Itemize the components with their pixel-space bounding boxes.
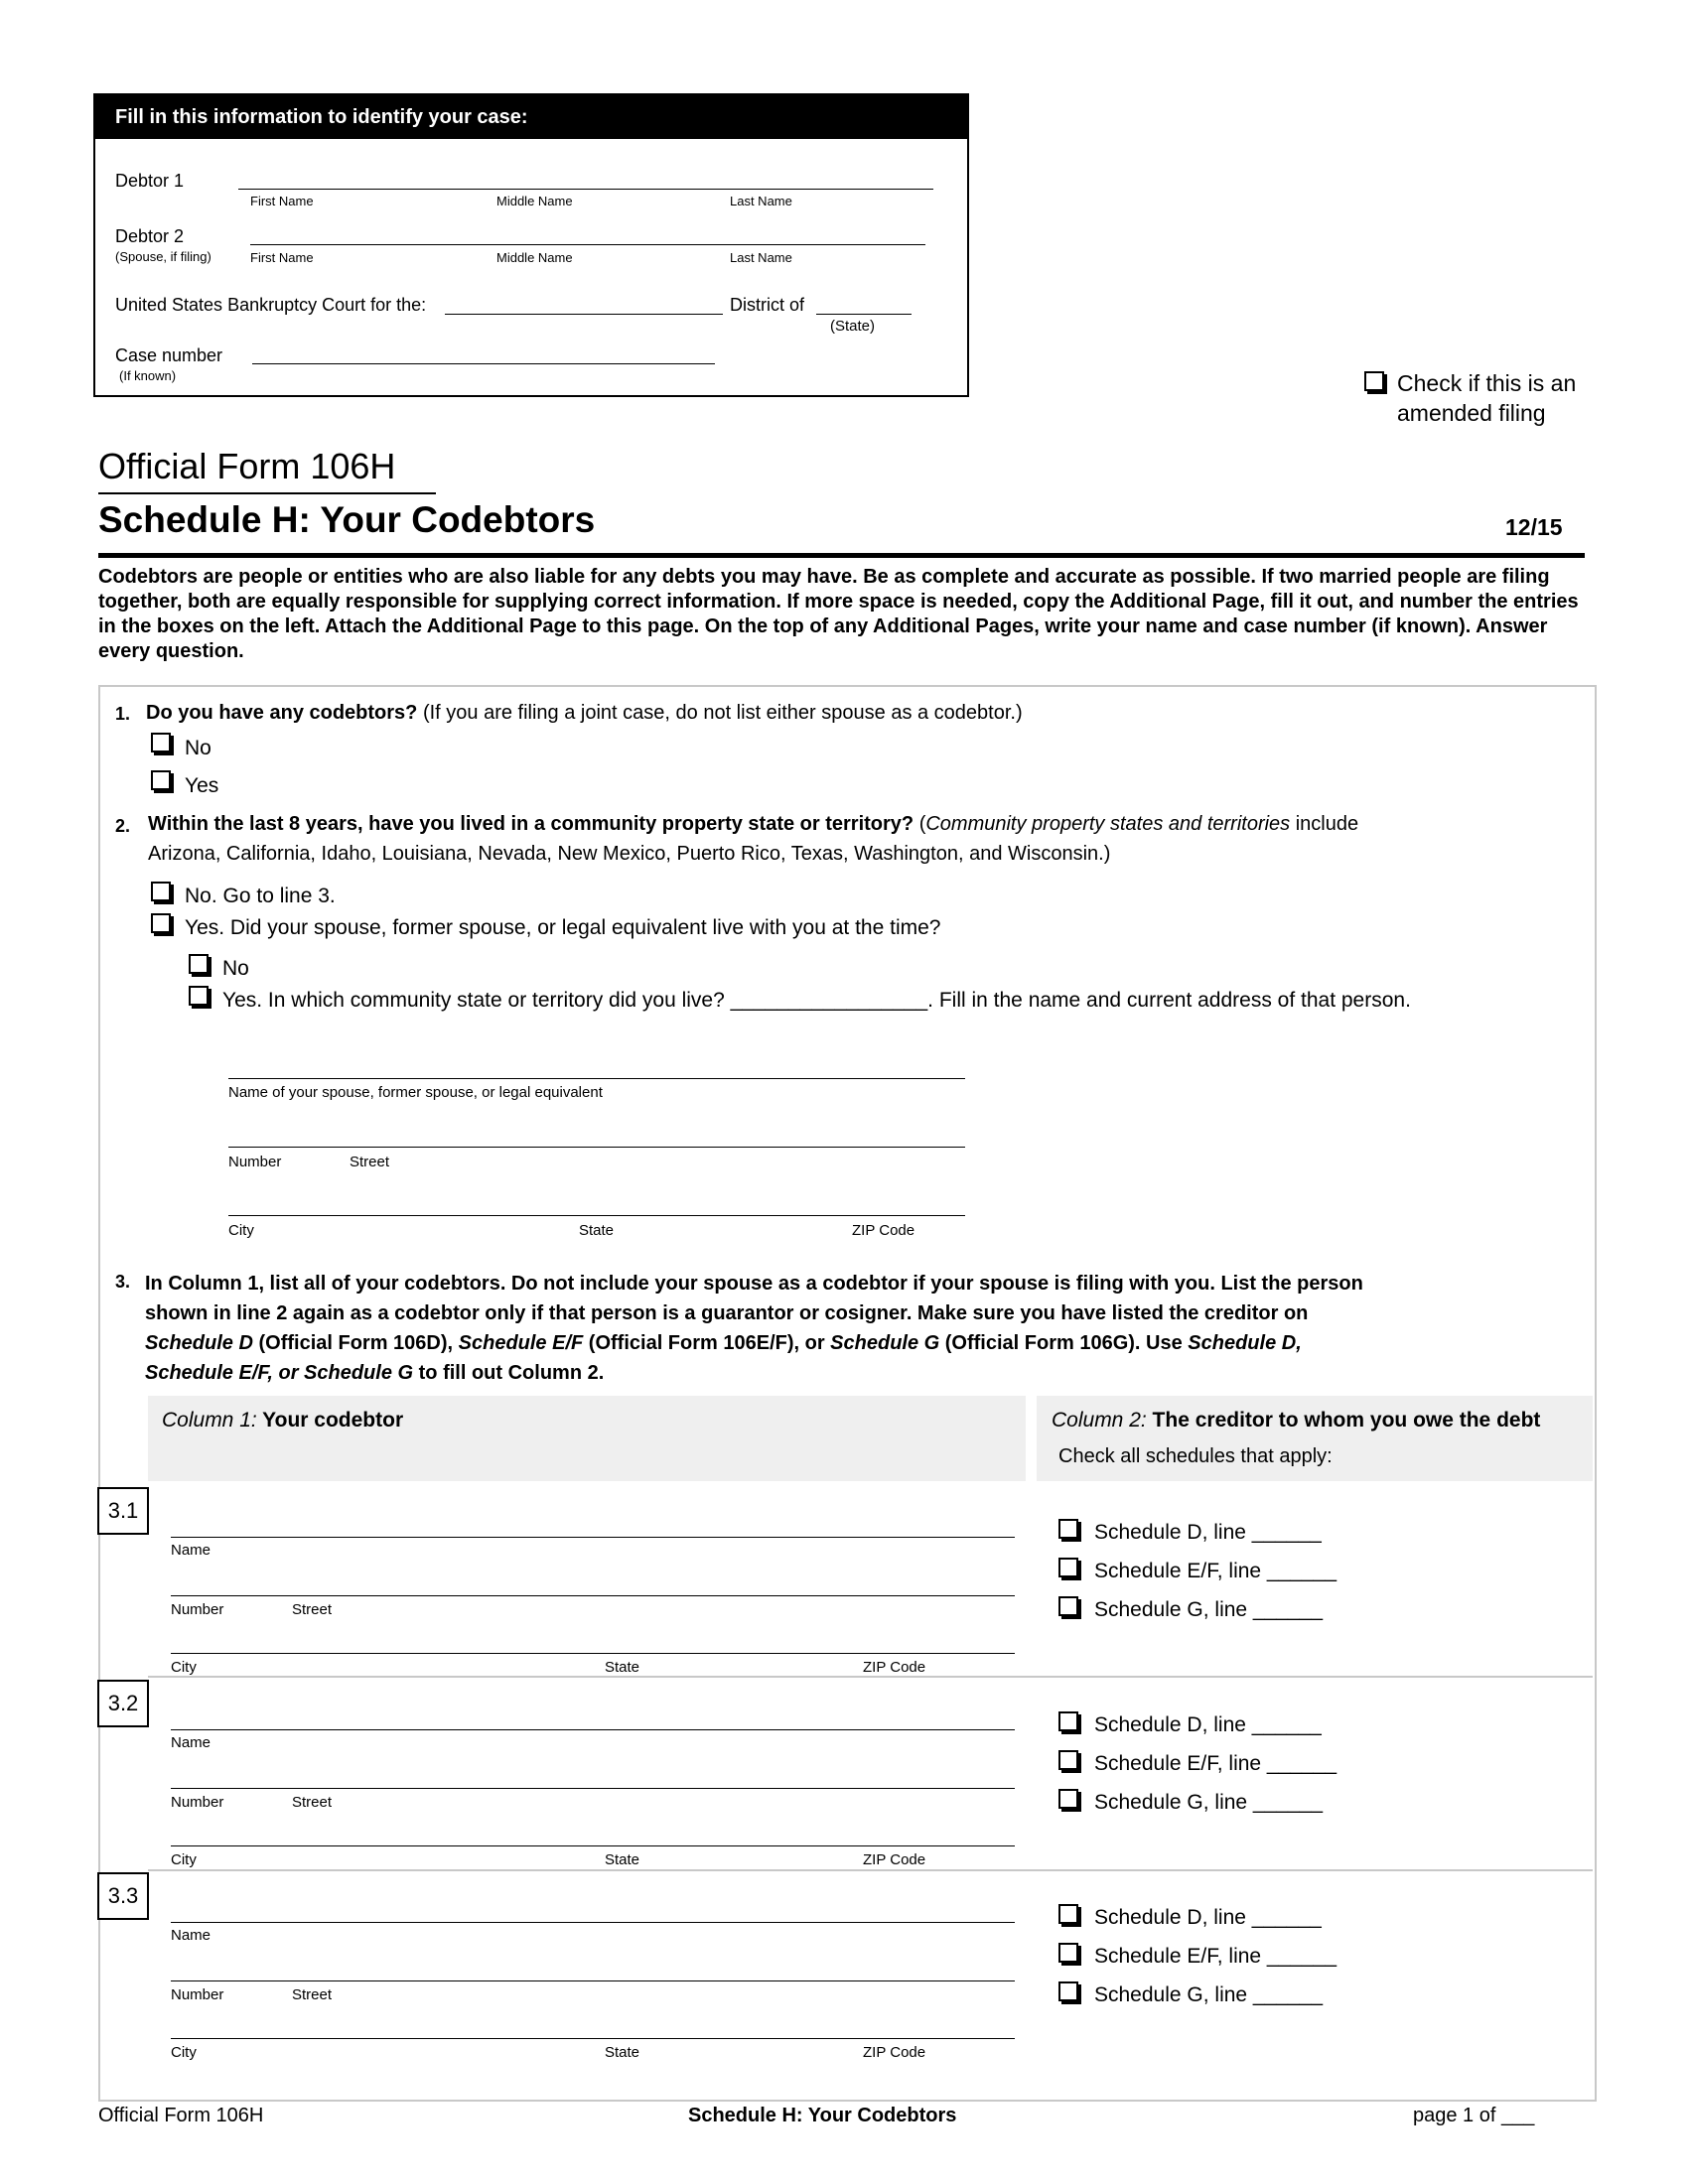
schedule-d-checkbox[interactable] <box>1058 1904 1078 1924</box>
row-number-3-2: 3.2 <box>97 1680 149 1727</box>
city-label: City <box>171 1851 197 1868</box>
q2-number: 2. <box>115 816 131 836</box>
amended-line1: Check if this is an <box>1397 370 1577 396</box>
schedule-ef-checkbox[interactable] <box>1058 1943 1078 1963</box>
zip-label: ZIP Code <box>863 2044 926 2061</box>
q1-yes-label: Yes <box>185 774 219 797</box>
form-version: 12/15 <box>1505 514 1563 540</box>
column2-desc: The creditor to whom you owe the debt <box>1146 1409 1541 1432</box>
schedule-g-label: Schedule G, line ______ <box>1094 1983 1324 2006</box>
name-label: Name <box>171 1927 211 1944</box>
codebtor-street-field[interactable] <box>171 1595 1015 1596</box>
name-label: Name <box>171 1542 211 1559</box>
codebtor-city-field[interactable] <box>171 1845 1015 1846</box>
debtor1-middle-name-label: Middle Name <box>496 194 573 208</box>
q2-question: Within the last 8 years, have you lived in a community property state or territory? <box>148 813 914 835</box>
q2-no-checkbox[interactable] <box>151 882 171 901</box>
column2-title <box>1052 1409 1540 1433</box>
debtor1-name-field[interactable] <box>238 189 933 190</box>
q3-form-ef: (Official Form 106E/F), or <box>583 1332 831 1354</box>
district-label: District of <box>730 295 805 315</box>
q3-number: 3. <box>115 1272 131 1292</box>
q3-text <box>145 1269 1363 1388</box>
q3-line1: In Column 1, list all of your codebtors. Do not include your spouse as a codebtor if your spouse is filing with you. List the person <box>145 1273 1363 1295</box>
footer-page-number: page 1 of ___ <box>1413 2105 1535 2126</box>
spouse-name-label: Name of your spouse, former spouse, or legal equivalent <box>228 1084 603 1101</box>
column1-desc: Your codebtor <box>256 1409 404 1432</box>
state-label: State <box>605 1659 640 1676</box>
q2-text <box>148 813 1358 836</box>
form-title: Schedule H: Your Codebtors <box>98 499 596 540</box>
spouse-state-label: State <box>579 1222 615 1239</box>
q2-include: include <box>1290 813 1359 835</box>
q2-state-field[interactable]: _________________ <box>730 989 928 1012</box>
zip-label: ZIP Code <box>863 1851 926 1868</box>
schedule-d-label: Schedule D, line ______ <box>1094 1713 1322 1736</box>
spouse-street-label: Street <box>350 1154 390 1170</box>
street-label: Street <box>292 1986 333 2003</box>
spouse-city-field[interactable] <box>228 1215 965 1216</box>
debtor1-last-name-label: Last Name <box>730 194 792 208</box>
court-label: United States Bankruptcy Court for the: <box>115 295 427 315</box>
form-name-underline <box>98 492 436 494</box>
row-number-3-3: 3.3 <box>97 1872 149 1920</box>
q3-sched-g: Schedule G <box>830 1332 940 1354</box>
district-state-field[interactable] <box>816 314 912 315</box>
number-label: Number <box>171 1986 224 2003</box>
spouse-city-label: City <box>228 1222 254 1239</box>
debtor2-first-name-label: First Name <box>250 250 314 265</box>
debtor2-last-name-label: Last Name <box>730 250 792 265</box>
schedule-d-label: Schedule D, line ______ <box>1094 1906 1322 1929</box>
codebtor-street-field[interactable] <box>171 1788 1015 1789</box>
street-label: Street <box>292 1794 333 1811</box>
city-label: City <box>171 1659 197 1676</box>
q2-sub-yes-instruction: . Fill in the name and current address of that person. <box>927 989 1411 1012</box>
street-label: Street <box>292 1601 333 1618</box>
case-box-header: Fill in this information to identify your case: <box>95 95 967 139</box>
debtor1-first-name-label: First Name <box>250 194 314 208</box>
column1-label: Column 1: <box>162 1409 257 1432</box>
codebtor-city-field[interactable] <box>171 1653 1015 1654</box>
case-number-if-known: (If known) <box>119 368 177 383</box>
schedule-d-label: Schedule D, line ______ <box>1094 1521 1322 1544</box>
state-label: State <box>605 2044 640 2061</box>
q2-sub-no-checkbox[interactable] <box>189 954 209 974</box>
debtor2-middle-name-label: Middle Name <box>496 250 573 265</box>
q2-sub-no-label: No <box>222 957 249 980</box>
q3-line2: shown in line 2 again as a codebtor only if that person is a guarantor or cosigner. Make sure you have listed the creditor on <box>145 1302 1309 1324</box>
amended-filing-checkbox[interactable] <box>1364 371 1384 391</box>
q1-yes-checkbox[interactable] <box>151 770 171 790</box>
q2-italic: Community property states and territories <box>925 813 1291 835</box>
debtor2-spouse-note: (Spouse, if filing) <box>115 249 211 264</box>
q2-yes-checkbox[interactable] <box>151 913 171 933</box>
city-label: City <box>171 2044 197 2061</box>
debtor2-name-field[interactable] <box>250 244 925 245</box>
schedule-g-checkbox[interactable] <box>1058 1981 1078 2001</box>
row-number-3-1: 3.1 <box>97 1487 149 1535</box>
schedule-g-checkbox[interactable] <box>1058 1596 1078 1616</box>
schedule-ef-label: Schedule E/F, line ______ <box>1094 1945 1337 1968</box>
q2-paren: ( <box>914 813 926 835</box>
schedule-g-checkbox[interactable] <box>1058 1789 1078 1809</box>
q1-question: Do you have any codebtors? <box>146 702 418 724</box>
schedule-ef-checkbox[interactable] <box>1058 1558 1078 1577</box>
case-number-label: Case number <box>115 345 223 365</box>
schedule-g-label: Schedule G, line ______ <box>1094 1791 1324 1814</box>
schedule-ef-label: Schedule E/F, line ______ <box>1094 1752 1337 1775</box>
spouse-zip-label: ZIP Code <box>852 1222 915 1239</box>
amended-line2: amended filing <box>1397 400 1546 426</box>
schedule-g-label: Schedule G, line ______ <box>1094 1598 1324 1621</box>
q1-no-label: No <box>185 737 211 759</box>
q2-sub-yes-text <box>222 989 1411 1013</box>
state-label: State <box>605 1851 640 1868</box>
row-separator <box>148 1676 1593 1678</box>
zip-label: ZIP Code <box>863 1659 926 1676</box>
q3-form-g: (Official Form 106G). Use <box>939 1332 1189 1354</box>
schedule-d-checkbox[interactable] <box>1058 1711 1078 1731</box>
q3-sched-ef: Schedule E/F <box>458 1332 584 1354</box>
q3-fill-col2: to fill out Column 2. <box>413 1362 605 1384</box>
schedule-ef-label: Schedule E/F, line ______ <box>1094 1560 1337 1582</box>
debtor2-label: Debtor 2 <box>115 226 185 246</box>
codebtor-name-field[interactable] <box>171 1922 1015 1923</box>
number-label: Number <box>171 1794 224 1811</box>
codebtor-city-field[interactable] <box>171 2038 1015 2039</box>
debtor1-label: Debtor 1 <box>115 171 185 191</box>
column2-label: Column 2: <box>1052 1409 1147 1432</box>
form-name: Official Form 106H <box>98 446 396 486</box>
q2-yes-label: Yes. Did your spouse, former spouse, or legal equivalent live with you at the time? <box>185 916 941 939</box>
intro-paragraph: Codebtors are people or entities who are also liable for any debts you may have. Be as complete and accurate as possible. If two married people are filing together, both are equally responsible for supplying correct information. If more space is needed, copy the Additional Page, fill it out, and number the entries in the boxes on the left. Attach the Additional Page to this page. On the top of any Additional Pages, write your name and case number (if known). Answer every question. <box>98 566 1579 662</box>
column2-instruction: Check all schedules that apply: <box>1058 1445 1333 1467</box>
q1-number: 1. <box>115 704 131 724</box>
codebtor-name-field[interactable] <box>171 1537 1015 1538</box>
q2-sub-yes-checkbox[interactable] <box>189 986 209 1006</box>
schedule-ef-checkbox[interactable] <box>1058 1750 1078 1770</box>
q1-text <box>146 702 1023 725</box>
title-rule <box>98 553 1585 558</box>
q3-line3 <box>145 1328 1363 1358</box>
number-label: Number <box>171 1601 224 1618</box>
row-separator <box>148 1869 1593 1871</box>
column1-title <box>162 1409 403 1433</box>
q2-states: Arizona, California, Idaho, Louisiana, Nevada, New Mexico, Puerto Rico, Texas, Washington, and Wisconsin.) <box>148 843 1111 865</box>
q3-sched-d: Schedule D <box>145 1332 253 1354</box>
q2-no-label: No. Go to line 3. <box>185 885 336 907</box>
codebtor-street-field[interactable] <box>171 1980 1015 1981</box>
spouse-name-field[interactable] <box>228 1078 965 1079</box>
spouse-street-field[interactable] <box>228 1147 965 1148</box>
footer-title: Schedule H: Your Codebtors <box>688 2105 957 2126</box>
q3-line4 <box>145 1358 1363 1388</box>
case-identification-box <box>93 93 969 397</box>
q1-no-checkbox[interactable] <box>151 733 171 752</box>
court-district-field[interactable] <box>445 314 723 315</box>
district-state-label: (State) <box>830 318 876 335</box>
q3-form-d: (Official Form 106D), <box>252 1332 459 1354</box>
q2-sub-yes-question: Yes. In which community state or territory did you live? <box>222 989 731 1012</box>
codebtor-name-field[interactable] <box>171 1729 1015 1730</box>
spouse-number-label: Number <box>228 1154 282 1170</box>
q1-note: (If you are filing a joint case, do not list either spouse as a codebtor.) <box>417 702 1023 724</box>
name-label: Name <box>171 1734 211 1751</box>
case-number-field[interactable] <box>252 363 715 364</box>
q3-use-sched-d: Schedule D, <box>1188 1332 1302 1354</box>
footer-form-name: Official Form 106H <box>98 2105 264 2126</box>
q3-use-scheds: Schedule E/F, or Schedule G <box>145 1362 414 1384</box>
schedule-d-checkbox[interactable] <box>1058 1519 1078 1539</box>
